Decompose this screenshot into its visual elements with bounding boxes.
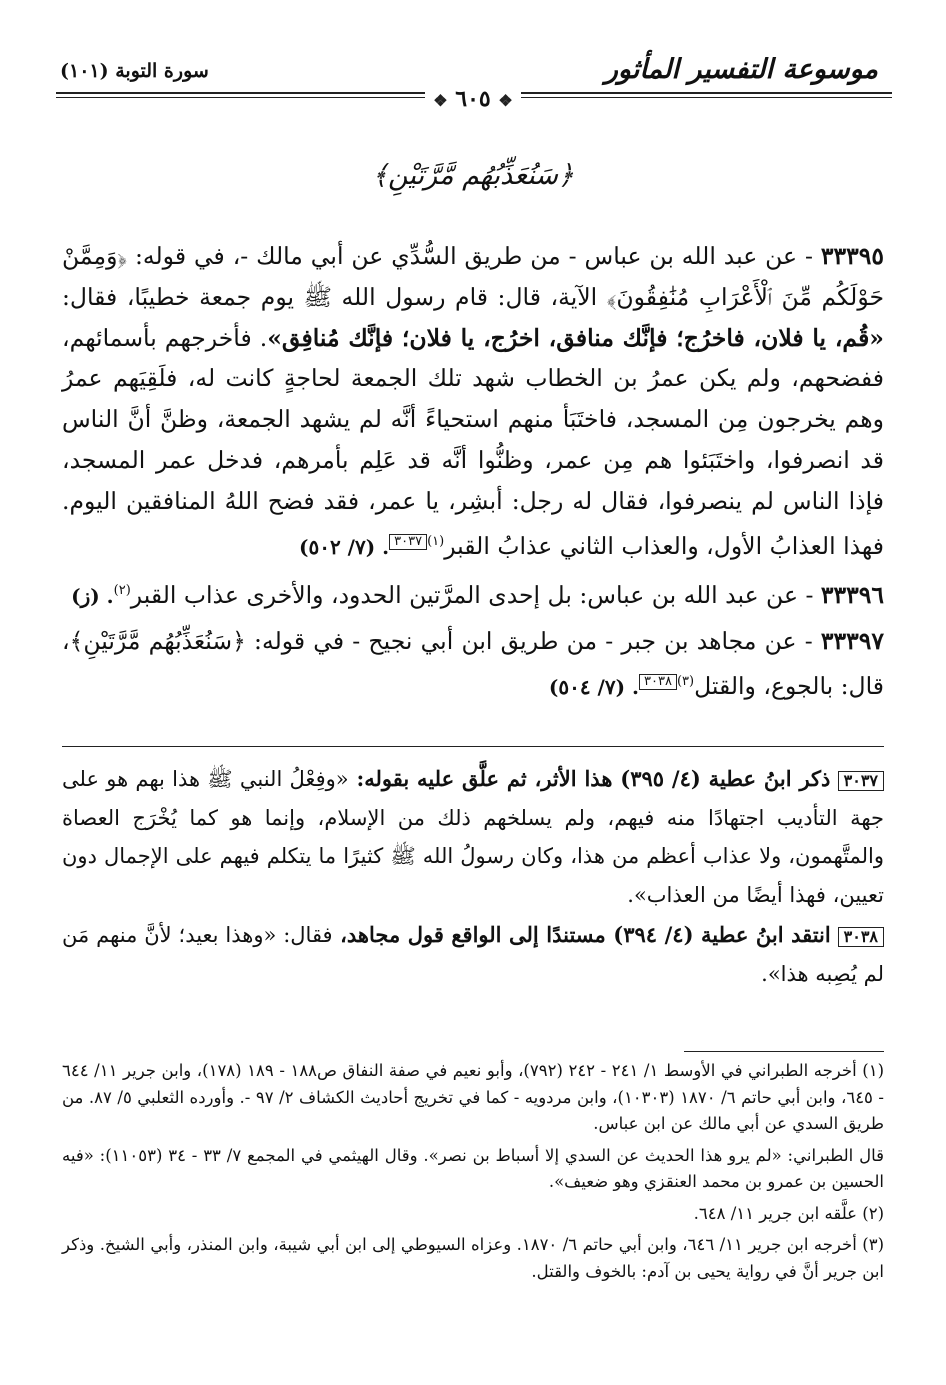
footnote-2: (٢) علَّقه ابن جرير ١١/ ٦٤٨. — [693, 1203, 884, 1223]
footnote-marker[interactable]: (٣) — [676, 673, 695, 689]
commentary-3037 — [62, 760, 884, 914]
book-title: موسوعة التفسير المأثور — [604, 54, 878, 85]
footnote-1-continued: قال الطبراني: «لم يرو هذا الحديث عن السدي إلا أسباط بن نصر». وقال الهيثمي في المجمع ٧/ ٣٣ - ٣٤ (١١٠٥٣): «فيه الحسين بن عمرو بن محمد العنقزي وهو ضعيف». — [62, 1145, 884, 1191]
entry-lead: - عن مجاهد بن جبر - من طريق ابن أبي نجيح - في قوله: ﴿سَنُعَذِّبُهُم مَّرَّتَيْنِ﴾، قال: بالجوع، والقتل — [62, 626, 884, 700]
entry-33396 — [62, 571, 884, 617]
volume-reference: . (٧/ ٥٠٢) — [299, 534, 390, 559]
entry-lead: - عن عبد الله بن عباس - من طريق السُّدِّي عن أبي مالك -، في قوله: ﴿وَمِمَّنْ حَوْلَكُم مِّنَ ٱلْأَعْرَابِ مُنَٰفِقُونَ﴾ الآية، قال: قام رسول الله ﷺ يوم جمعة خطيبًا، فقال: — [62, 242, 884, 311]
entry-33395 — [62, 236, 884, 567]
footnote-rule — [684, 1051, 884, 1052]
footnotes — [62, 1058, 884, 1290]
commentary-notes — [62, 760, 884, 995]
volume-reference: . (٧/ ٥٠٤) — [548, 674, 639, 699]
entry-number: ٣٣٣٩٧ — [820, 626, 884, 655]
volume-reference: . (ز) — [71, 584, 114, 609]
footnote-marker[interactable]: (١) — [427, 533, 445, 549]
commentary-lead: ذكر ابنُ عطية (٤/ ٣٩٥) هذا الأثر، ثم علَّق عليه بقوله: — [348, 766, 831, 791]
commentary-lead: انتقد ابنُ عطية (٤/ ٣٩٤) مستندًا إلى الواقع قول مجاهد، — [332, 922, 831, 947]
footnote-3: (٣) أخرجه ابن جرير ١١/ ٦٤٦، وابن أبي حاتم ٦/ ١٨٧٠. وعزاه السيوطي إلى ابن أبي شيبة، وابن المنذر، وأبي الشيخ. وذكر ابن جرير أنَّ في رواية يحيى بن آدم: بالخوف والقتل. — [62, 1235, 884, 1281]
commentary-text: فقال: «وهذا بعيد؛ لأنَّ منهم مَن لم يُصِبه هذا». — [62, 923, 884, 986]
ornament-icon: ❖ — [433, 91, 448, 110]
page-number-block — [0, 86, 946, 112]
surah-reference: سورة التوبة (١٠١) — [60, 60, 209, 82]
verse-heading: ﴿سَنُعَذِّبُهُم مَّرَّتَيْنِ﴾ — [372, 160, 574, 191]
commentary-rule — [62, 746, 884, 747]
commentary-box-ref[interactable]: ٣٠٣٧ — [389, 534, 427, 550]
ornament-icon: ❖ — [498, 91, 513, 110]
entry-quote: «قُم، يا فلان، فاخرُج؛ فإنَّك منافق، اخرُج، يا فلان؛ فإنَّك مُنافِق» — [267, 323, 884, 352]
commentary-number-box: ٣٠٣٧ — [838, 771, 884, 791]
commentary-box-ref[interactable]: ٣٠٣٨ — [639, 674, 677, 690]
commentary-text: «وفِعْلُ النبي ﷺ هذا بهم هو على جهة التأديب اجتهادًا منه فيهم، ولم يسلخهم ذلك من الإسلام، وإنما هو كما يُخْرَج العصاة والمتَّهمون، ولا عذاب أعظم من هذا، وكان رسولُ الله ﷺ كثيرًا ما يتكلم فيهم على الإجمال دون تعيين، فهذا أيضًا من العذاب». — [62, 767, 884, 907]
entry-number: ٣٣٣٩٥ — [820, 242, 884, 270]
footnote-marker[interactable]: (٢) — [113, 583, 131, 599]
page-number: ٦٠٥ — [455, 86, 491, 112]
entry-lead: - عن عبد الله بن عباس: بل إحدى المرَّتين الحدود، والأخرى عذاب القبر — [130, 581, 814, 610]
entry-body: . فأخرجهم بأسمائهم، ففضحهم، ولم يكن عمرُ بن الخطاب شهد تلك الجمعة لحاجةٍ كانت له، فلَقِيَهم عمرُ وهم يخرجون مِن المسجد، فاختَبَأ منهم استحياءً أنَّه لم يشهد الجمعة، وظنَّ أنَّ الناس قد انصرفوا، واختَبَئوا هم مِن عمر، وظنُّوا أنَّه قد عَلِم بأمرهم، فدخل عمر المسجد، فإذا الناس لم ينصرفوا، فقال له رجل: أبشِر، يا عمر، فقد فضح اللهُ المنافقين اليوم. فهذا العذابُ الأول، والعذاب الثاني عذابُ القبر — [62, 323, 884, 560]
commentary-number-box: ٣٠٣٨ — [838, 927, 884, 947]
commentary-3038 — [62, 916, 884, 993]
footnote-1: (١) أخرجه الطبراني في الأوسط ١/ ٢٤١ - ٢٤٢ (٧٩٢)، وأبو نعيم في صفة النفاق ص١٨٨ - ١٨٩ (١٧٨)، وابن جرير ١١/ ٦٤٤ - ٦٤٥، وابن أبي حاتم ٦/ ١٨٧٠ (١٠٣٠٣)، وابن مردويه - كما في تخريج أحاديث الكشاف ٢/ ٩٧ -. وأورده الثعلبي ٥/ ٨٧. من طريق السدي عن أبي مالك عن ابن عباس. — [62, 1061, 884, 1133]
main-text — [62, 236, 884, 711]
entry-33397 — [62, 621, 884, 707]
entry-number: ٣٣٣٩٦ — [820, 581, 884, 610]
